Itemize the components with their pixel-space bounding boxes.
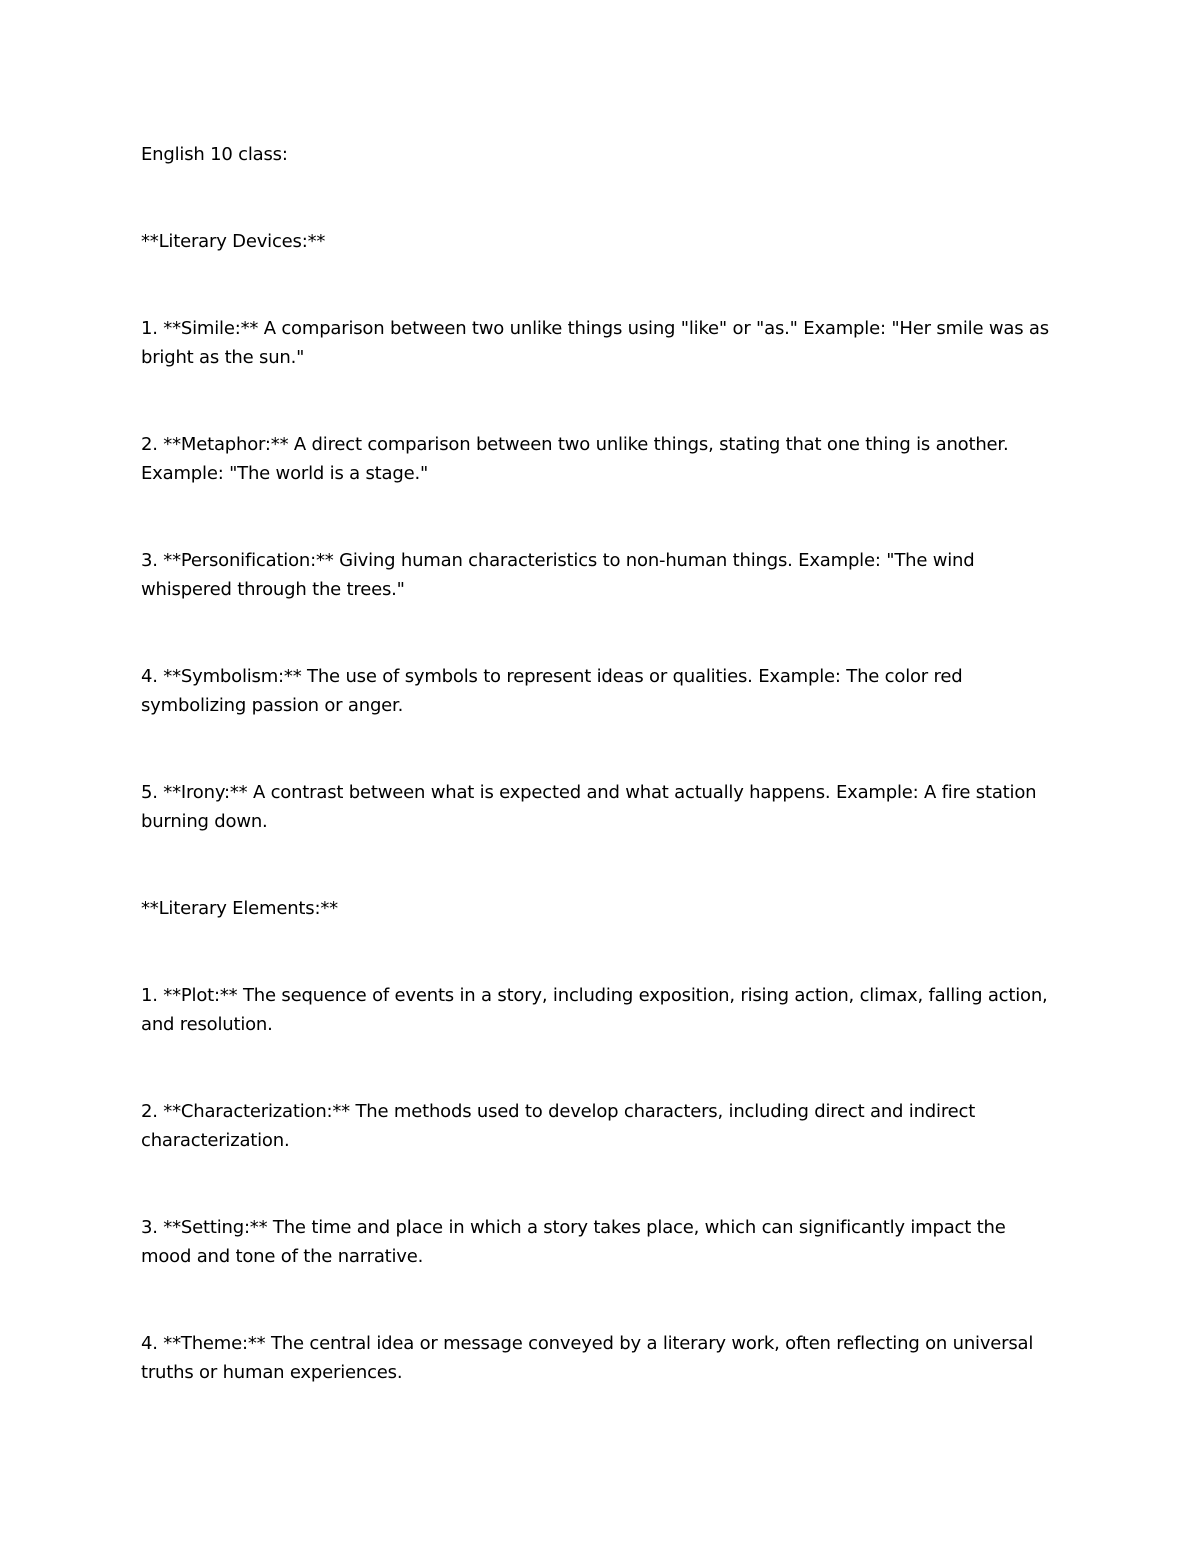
devices-heading: **Literary Devices:** [141, 231, 326, 252]
document-body [141, 140, 1056, 1387]
device-item-personification: 3. **Personification:** Giving human characteristics to non-human things. Example: "The wind whispered through the trees." [141, 550, 975, 600]
class-line: English 10 class: [141, 144, 288, 165]
device-item-irony: 5. **Irony:** A contrast between what is expected and what actually happens. Example: A fire station burning down. [141, 782, 1037, 832]
device-item-metaphor: 2. **Metaphor:** A direct comparison between two unlike things, stating that one thing is another. Example: "The world is a stage." [141, 434, 1009, 484]
element-item-setting: 3. **Setting:** The time and place in which a story takes place, which can significantly impact the mood and tone of the narrative. [141, 1217, 1006, 1267]
device-item-simile: 1. **Simile:** A comparison between two unlike things using "like" or "as." Example: "Her smile was as bright as the sun." [141, 318, 1049, 368]
device-item-symbolism: 4. **Symbolism:** The use of symbols to represent ideas or qualities. Example: The color red symbolizing passion or anger. [141, 666, 963, 716]
elements-heading: **Literary Elements:** [141, 898, 338, 919]
element-item-plot: 1. **Plot:** The sequence of events in a story, including exposition, rising action, climax, falling action, and resolution. [141, 985, 1048, 1035]
element-item-theme: 4. **Theme:** The central idea or message conveyed by a literary work, often reflecting on universal truths or human experiences. [141, 1333, 1034, 1383]
element-item-characterization: 2. **Characterization:** The methods used to develop characters, including direct and indirect characterization. [141, 1101, 976, 1151]
